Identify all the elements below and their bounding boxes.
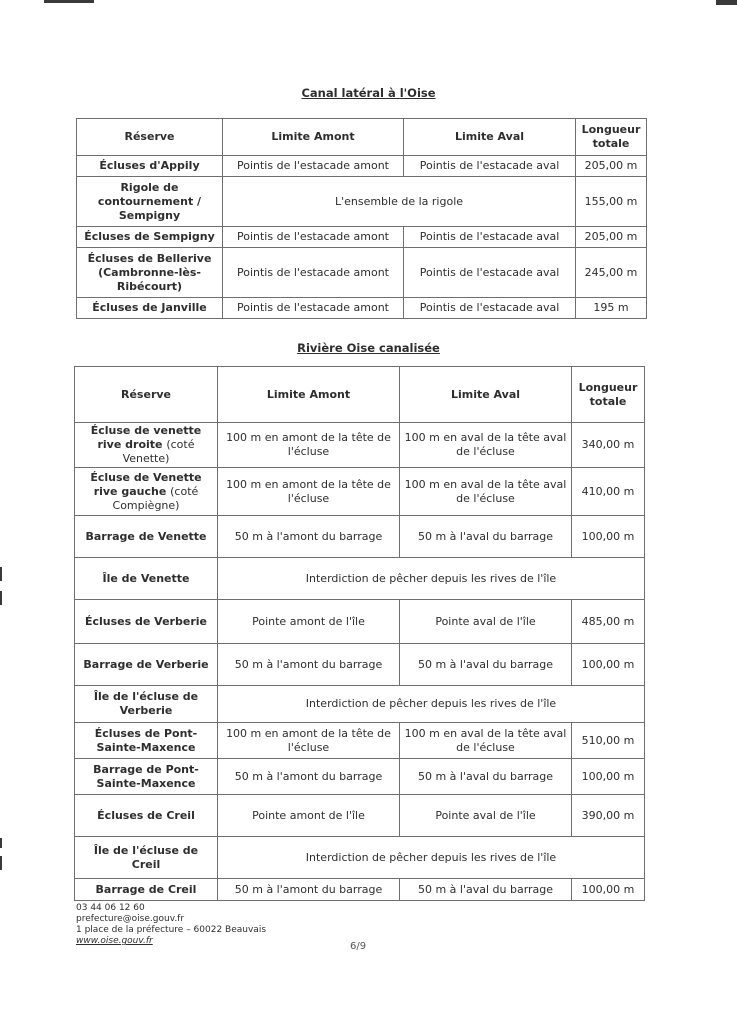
aval-cell: 50 m à l'aval du barrage bbox=[400, 879, 572, 901]
scan-mark-left bbox=[0, 567, 2, 581]
reserve-cell: Écluses de Sempigny bbox=[77, 227, 223, 248]
amont-cell: 100 m en amont de la tête de l'écluse bbox=[218, 423, 400, 468]
footer-contact bbox=[76, 903, 266, 947]
amont-cell: Pointis de l'estacade amont bbox=[223, 227, 404, 248]
longueur-cell: 100,00 m bbox=[572, 879, 645, 901]
aval-cell: 50 m à l'aval du barrage bbox=[400, 516, 572, 558]
reserve-cell: Île de Venette bbox=[75, 558, 218, 600]
table-row bbox=[75, 837, 645, 879]
table-header-row bbox=[77, 119, 647, 156]
scan-mark-left bbox=[0, 856, 2, 870]
table-row bbox=[77, 298, 647, 319]
amont-cell: Pointis de l'estacade amont bbox=[223, 248, 404, 298]
reserve-cell: Écluses de Creil bbox=[75, 795, 218, 837]
amont-cell: 50 m à l'amont du barrage bbox=[218, 879, 400, 901]
aval-cell: 50 m à l'aval du barrage bbox=[400, 759, 572, 795]
amont-cell: 100 m en amont de la tête de l'écluse bbox=[218, 468, 400, 516]
longueur-cell: 195 m bbox=[576, 298, 647, 319]
header-limite-amont: Limite Amont bbox=[218, 367, 400, 423]
scan-mark-top bbox=[44, 0, 94, 3]
reserve-cell: Barrage de Venette bbox=[75, 516, 218, 558]
longueur-cell: 510,00 m bbox=[572, 723, 645, 759]
amont-cell: 50 m à l'amont du barrage bbox=[218, 516, 400, 558]
amont-cell: Pointe amont de l'île bbox=[218, 600, 400, 644]
table-row bbox=[75, 686, 645, 723]
footer-email[interactable]: prefecture@oise.gouv.fr bbox=[76, 914, 185, 924]
aval-cell: Pointe aval de l'île bbox=[400, 795, 572, 837]
footer-address: 1 place de la préfecture – 60022 Beauvais bbox=[76, 925, 267, 935]
longueur-cell: 205,00 m bbox=[576, 156, 647, 177]
riviere-oise-table bbox=[74, 366, 645, 901]
aval-cell: Pointis de l'estacade aval bbox=[404, 248, 576, 298]
table-row bbox=[75, 558, 645, 600]
reserve-cell bbox=[75, 468, 218, 516]
aval-cell: Pointis de l'estacade aval bbox=[404, 298, 576, 319]
table-row bbox=[77, 156, 647, 177]
header-longueur: Longueur totale bbox=[576, 119, 647, 156]
reserve-cell: Écluses de Pont-Sainte-Maxence bbox=[75, 723, 218, 759]
section-title-canal: Canal latéral à l'Oise bbox=[301, 86, 436, 100]
table-row bbox=[75, 723, 645, 759]
reserve-cell: Écluses de Bellerive (Cambronne-lès-Ribécourt) bbox=[77, 248, 223, 298]
table-row bbox=[77, 227, 647, 248]
scan-mark-left bbox=[0, 838, 2, 848]
reserve-cell: Barrage de Pont-Sainte-Maxence bbox=[75, 759, 218, 795]
longueur-cell: 155,00 m bbox=[576, 177, 647, 227]
aval-cell: 50 m à l'aval du barrage bbox=[400, 644, 572, 686]
reserve-cell bbox=[75, 423, 218, 468]
aval-cell: Pointis de l'estacade aval bbox=[404, 156, 576, 177]
merged-limit-cell: Interdiction de pêcher depuis les rives de l'île bbox=[218, 686, 645, 723]
reserve-cell: Île de l'écluse de Verberie bbox=[75, 686, 218, 723]
aval-cell: 100 m en aval de la tête aval de l'écluse bbox=[400, 723, 572, 759]
amont-cell: Pointis de l'estacade amont bbox=[223, 298, 404, 319]
header-limite-aval: Limite Aval bbox=[400, 367, 572, 423]
table-header-row bbox=[75, 367, 645, 423]
amont-cell: 50 m à l'amont du barrage bbox=[218, 759, 400, 795]
reserve-cell: Île de l'écluse de Creil bbox=[75, 837, 218, 879]
table-row bbox=[75, 423, 645, 468]
table-row bbox=[75, 795, 645, 837]
longueur-cell: 100,00 m bbox=[572, 644, 645, 686]
amont-cell: Pointis de l'estacade amont bbox=[223, 156, 404, 177]
longueur-cell: 340,00 m bbox=[572, 423, 645, 468]
merged-limit-cell: L'ensemble de la rigole bbox=[223, 177, 576, 227]
reserve-cell: Barrage de Creil bbox=[75, 879, 218, 901]
table-row bbox=[75, 879, 645, 901]
table-row bbox=[75, 644, 645, 686]
amont-cell: 50 m à l'amont du barrage bbox=[218, 644, 400, 686]
page-number: 6/9 bbox=[350, 941, 367, 952]
section-title-riviere: Rivière Oise canalisée bbox=[297, 341, 440, 355]
reserve-cell: Écluses d'Appily bbox=[77, 156, 223, 177]
canal-lateral-table bbox=[76, 118, 647, 319]
amont-cell: Pointe amont de l'île bbox=[218, 795, 400, 837]
merged-limit-cell: Interdiction de pêcher depuis les rives de l'île bbox=[218, 558, 645, 600]
table-row bbox=[75, 759, 645, 795]
header-limite-amont: Limite Amont bbox=[223, 119, 404, 156]
amont-cell: 100 m en amont de la tête de l'écluse bbox=[218, 723, 400, 759]
header-longueur: Longueur totale bbox=[572, 367, 645, 423]
reserve-cell: Écluses de Verberie bbox=[75, 600, 218, 644]
footer-phone: 03 44 06 12 60 bbox=[76, 903, 145, 913]
reserve-cell: Écluses de Janville bbox=[77, 298, 223, 319]
table-row bbox=[75, 468, 645, 516]
longueur-cell: 245,00 m bbox=[576, 248, 647, 298]
aval-cell: Pointis de l'estacade aval bbox=[404, 227, 576, 248]
header-reserve: Réserve bbox=[75, 367, 218, 423]
table-row bbox=[77, 177, 647, 227]
reserve-note: (coté Venette) bbox=[122, 438, 195, 465]
scan-mark-top-right bbox=[716, 0, 737, 5]
reserve-name: Écluse de Venette rive gauche bbox=[90, 470, 202, 498]
reserve-cell: Rigole de contournement / Sempigny bbox=[77, 177, 223, 227]
reserve-note: (coté Compiègne) bbox=[112, 484, 199, 512]
reserve-name: Écluse de venette rive droite bbox=[90, 424, 202, 451]
longueur-cell: 205,00 m bbox=[576, 227, 647, 248]
aval-cell: 100 m en aval de la tête aval de l'écluse bbox=[400, 468, 572, 516]
header-reserve: Réserve bbox=[77, 119, 223, 156]
longueur-cell: 485,00 m bbox=[572, 600, 645, 644]
header-limite-aval: Limite Aval bbox=[404, 119, 576, 156]
table-row bbox=[77, 248, 647, 298]
scan-mark-left bbox=[0, 591, 2, 605]
aval-cell: 100 m en aval de la tête aval de l'écluse bbox=[400, 423, 572, 468]
reserve-cell: Barrage de Verberie bbox=[75, 644, 218, 686]
longueur-cell: 390,00 m bbox=[572, 795, 645, 837]
longueur-cell: 410,00 m bbox=[572, 468, 645, 516]
table-row bbox=[75, 516, 645, 558]
table-row bbox=[75, 600, 645, 644]
aval-cell: Pointe aval de l'île bbox=[400, 600, 572, 644]
merged-limit-cell: Interdiction de pêcher depuis les rives de l'île bbox=[218, 837, 645, 879]
longueur-cell: 100,00 m bbox=[572, 516, 645, 558]
longueur-cell: 100,00 m bbox=[572, 759, 645, 795]
footer-website-link[interactable]: www.oise.gouv.fr bbox=[76, 936, 153, 946]
